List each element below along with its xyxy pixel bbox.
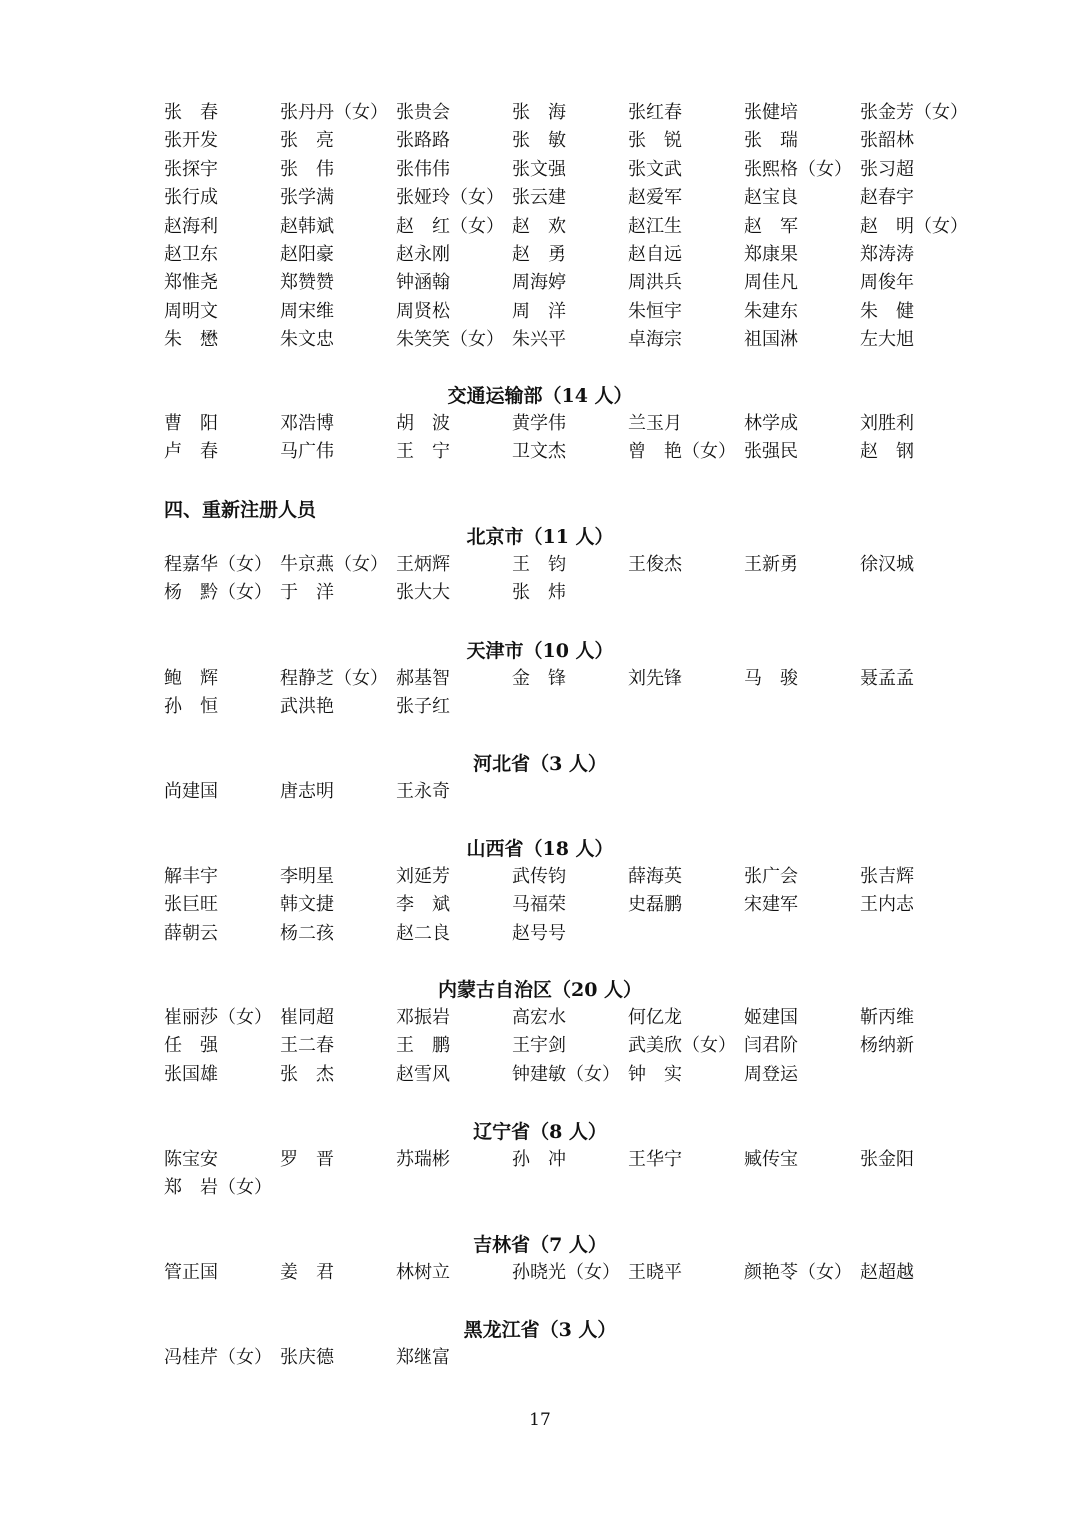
person-name: 赵爱军 (628, 187, 682, 209)
person-name: 兰玉月 (628, 413, 682, 434)
person-name: 赵阳豪 (280, 244, 334, 265)
person-name: 张 春 (164, 102, 218, 123)
person-name: 王晓平 (628, 1262, 682, 1283)
person-name: 周 洋 (512, 300, 566, 322)
person-name: 赵韩斌 (280, 215, 334, 237)
person-name: 周宋维 (280, 300, 334, 322)
person-name: 周明文 (164, 300, 218, 322)
person-name: 唐志明 (280, 781, 334, 802)
person-name: 周海婷 (512, 272, 566, 294)
person-name: 冯桂芹（女） (164, 1347, 272, 1368)
person-name: 朱 懋 (164, 329, 218, 351)
person-name: 宋建军 (744, 894, 798, 916)
person-name: 张强民 (744, 441, 798, 463)
person-name: 杨二孩 (280, 922, 334, 944)
person-name: 王 宁 (396, 441, 450, 463)
name-row (164, 579, 984, 607)
person-name: 张行成 (164, 187, 218, 209)
person-name: 聂孟孟 (860, 668, 914, 689)
person-name: 牛京燕（女） (280, 554, 388, 575)
person-name: 李明星 (280, 866, 334, 887)
person-name: 张金阳 (860, 1149, 914, 1170)
person-name: 程静芝（女） (280, 668, 388, 689)
person-name: 赵永刚 (396, 244, 450, 265)
name-row (164, 551, 984, 579)
person-name: 赵 欢 (512, 215, 566, 237)
person-name: 任 强 (164, 1035, 218, 1057)
group-heading: 山西省（18 人） (466, 838, 614, 860)
person-name: 郑 岩（女） (164, 1177, 272, 1199)
section-title: 四、重新注册人员 (164, 499, 317, 521)
person-name: 张 杰 (280, 1063, 334, 1085)
group-heading: 天津市（10 人） (466, 640, 614, 662)
person-name: 张韶林 (860, 130, 914, 152)
person-name: 王内志 (860, 894, 914, 916)
person-name: 钟涵翰 (396, 272, 450, 294)
person-name: 崔丽莎（女） (164, 1007, 272, 1028)
person-name: 姬建国 (744, 1007, 798, 1028)
person-name: 张丹丹（女） (280, 102, 388, 123)
person-name: 赵海利 (164, 215, 218, 237)
group-heading: 黑龙江省（3 人） (463, 1319, 617, 1341)
person-name: 史磊鹏 (628, 894, 682, 916)
person-name: 郑赞赞 (280, 272, 334, 294)
person-name: 赵 勇 (512, 244, 566, 265)
person-name: 曹 阳 (164, 413, 218, 434)
name-row (164, 184, 984, 212)
person-name: 张国雄 (164, 1063, 218, 1085)
person-name: 孙晓光（女） (512, 1262, 620, 1283)
person-name: 陈宝安 (164, 1149, 218, 1170)
person-name: 张云建 (512, 187, 566, 209)
person-name: 张娅玲（女） (396, 187, 504, 209)
name-row (164, 1061, 984, 1089)
person-name: 高宏水 (512, 1007, 566, 1028)
person-name: 张 伟 (280, 158, 334, 180)
person-name: 周登运 (744, 1063, 798, 1085)
person-name: 张贵会 (396, 102, 450, 123)
person-name: 靳丙维 (860, 1007, 914, 1028)
person-name: 崔同超 (280, 1007, 334, 1028)
person-name: 周洪兵 (628, 272, 682, 294)
person-name: 黄学伟 (512, 413, 566, 434)
name-row (164, 269, 984, 297)
person-name: 张金芳（女） (860, 102, 968, 123)
person-name: 王宇剑 (512, 1035, 566, 1057)
person-name: 王永奇 (396, 781, 450, 802)
person-name: 韩文捷 (280, 894, 334, 916)
person-name: 张健培 (744, 102, 798, 123)
person-name: 张子红 (396, 696, 450, 718)
person-name: 张 瑞 (744, 130, 798, 152)
person-name: 张大大 (396, 582, 450, 604)
person-name: 张 亮 (280, 130, 334, 152)
person-name: 张 敏 (512, 130, 566, 152)
person-name: 王 钧 (512, 554, 566, 575)
person-name: 鲍 辉 (164, 668, 218, 689)
person-name: 孙 冲 (512, 1149, 566, 1170)
person-name: 曾 艳（女） (628, 441, 736, 463)
person-name: 张 炜 (512, 582, 566, 604)
person-name: 周贤松 (396, 300, 450, 322)
group-heading: 内蒙古自治区（20 人） (437, 979, 643, 1001)
person-name: 姜 君 (280, 1262, 334, 1283)
group-heading: 辽宁省（8 人） (473, 1121, 607, 1143)
page-number: 17 (529, 1410, 551, 1430)
name-row (164, 241, 984, 269)
person-name: 金 锋 (512, 668, 566, 689)
person-name: 马广伟 (280, 441, 334, 463)
name-row (164, 920, 984, 948)
person-name: 苏瑞彬 (396, 1149, 450, 1170)
name-row (164, 1146, 984, 1174)
person-name: 张庆德 (280, 1347, 334, 1368)
name-row (164, 665, 984, 693)
person-name: 赵 军 (744, 215, 798, 237)
name-row (164, 213, 984, 241)
person-name: 周俊年 (860, 272, 914, 294)
person-name: 张伟伟 (396, 158, 450, 180)
person-name: 张开发 (164, 130, 218, 152)
person-name: 张巨旺 (164, 894, 218, 916)
person-name: 赵春宇 (860, 187, 914, 209)
person-name: 张广会 (744, 866, 798, 887)
person-name: 徐汉城 (860, 554, 914, 575)
person-name: 祖国淋 (744, 329, 798, 351)
person-name: 张 海 (512, 102, 566, 123)
person-name: 卫文杰 (512, 441, 566, 463)
person-name: 张学满 (280, 187, 334, 209)
name-row (164, 1174, 984, 1202)
person-name: 张熙格（女） (744, 158, 852, 180)
person-name: 朱文忠 (280, 329, 334, 351)
person-name: 颜艳苓（女） (744, 1262, 852, 1283)
person-name: 程嘉华（女） (164, 554, 272, 575)
person-name: 赵号号 (512, 922, 566, 944)
person-name: 朱建东 (744, 300, 798, 322)
person-name: 杨 黔（女） (164, 582, 272, 604)
person-name: 赵 红（女） (396, 215, 504, 237)
person-name: 郝基智 (396, 668, 450, 689)
name-row (164, 326, 984, 354)
person-name: 武美欣（女） (628, 1035, 736, 1057)
person-name: 张路路 (396, 130, 450, 152)
person-name: 赵超越 (860, 1262, 914, 1283)
person-name: 薛海英 (628, 866, 682, 887)
person-name: 王二春 (280, 1035, 334, 1057)
person-name: 何亿龙 (628, 1007, 682, 1028)
name-row (164, 1032, 984, 1060)
name-row (164, 693, 984, 721)
name-row (164, 863, 984, 891)
person-name: 王 鹏 (396, 1035, 450, 1057)
person-name: 刘先锋 (628, 668, 682, 689)
person-name: 卓海宗 (628, 329, 682, 351)
person-name: 朱恒宇 (628, 300, 682, 322)
person-name: 赵 明（女） (860, 215, 968, 237)
name-row (164, 778, 984, 806)
person-name: 刘胜利 (860, 413, 914, 434)
group-heading: 北京市（11 人） (466, 526, 614, 548)
person-name: 马 骏 (744, 668, 798, 689)
name-row (164, 410, 984, 438)
person-name: 赵 钢 (860, 441, 914, 463)
person-name: 左大旭 (860, 329, 914, 351)
name-row (164, 438, 984, 466)
person-name: 朱笑笑（女） (396, 329, 504, 351)
person-name: 薛朝云 (164, 922, 218, 944)
person-name: 钟 实 (628, 1063, 682, 1085)
person-name: 王华宁 (628, 1149, 682, 1170)
person-name: 郑康果 (744, 244, 798, 265)
name-row (164, 156, 984, 184)
person-name: 武传钧 (512, 866, 566, 887)
person-name: 张 锐 (628, 130, 682, 152)
person-name: 王新勇 (744, 554, 798, 575)
person-name: 周佳凡 (744, 272, 798, 294)
person-name: 郑惟尧 (164, 272, 218, 294)
person-name: 解丰宇 (164, 866, 218, 887)
person-name: 赵雪风 (396, 1063, 450, 1085)
person-name: 张习超 (860, 158, 914, 180)
person-name: 赵宝良 (744, 187, 798, 209)
person-name: 王俊杰 (628, 554, 682, 575)
person-name: 马福荣 (512, 894, 566, 916)
person-name: 赵二良 (396, 922, 450, 944)
person-name: 杨纳新 (860, 1035, 914, 1057)
name-row (164, 891, 984, 919)
name-row (164, 1259, 984, 1287)
person-name: 李 斌 (396, 894, 450, 916)
person-name: 张吉辉 (860, 866, 914, 887)
name-row (164, 1004, 984, 1032)
person-name: 林学成 (744, 413, 798, 434)
group-heading: 吉林省（7 人） (473, 1234, 607, 1256)
person-name: 张探宇 (164, 158, 218, 180)
person-name: 孙 恒 (164, 696, 218, 718)
person-name: 朱兴平 (512, 329, 566, 351)
person-name: 邓振岩 (396, 1007, 450, 1028)
person-name: 于 洋 (280, 582, 334, 604)
person-name: 张红春 (628, 102, 682, 123)
person-name: 臧传宝 (744, 1149, 798, 1170)
person-name: 赵自远 (628, 244, 682, 265)
person-name: 胡 波 (396, 413, 450, 434)
name-row (164, 298, 984, 326)
person-name: 卢 春 (164, 441, 218, 463)
name-row (164, 127, 984, 155)
person-name: 闫君阶 (744, 1035, 798, 1057)
person-name: 郑涛涛 (860, 244, 914, 265)
person-name: 张文强 (512, 158, 566, 180)
name-row (164, 99, 984, 127)
group-heading-transport: 交通运输部（14 人） (447, 385, 633, 407)
person-name: 刘延芳 (396, 866, 450, 887)
person-name: 王炳辉 (396, 554, 450, 575)
person-name: 张文武 (628, 158, 682, 180)
person-name: 邓浩博 (280, 413, 334, 434)
name-row (164, 1344, 984, 1372)
person-name: 钟建敏（女） (512, 1063, 620, 1085)
group-heading: 河北省（3 人） (473, 753, 607, 775)
person-name: 罗 晋 (280, 1149, 334, 1170)
person-name: 赵卫东 (164, 244, 218, 265)
person-name: 尚建国 (164, 781, 218, 802)
person-name: 朱 健 (860, 300, 914, 322)
person-name: 管正国 (164, 1262, 218, 1283)
person-name: 郑继富 (396, 1347, 450, 1368)
person-name: 林树立 (396, 1262, 450, 1283)
person-name: 武洪艳 (280, 696, 334, 718)
person-name: 赵江生 (628, 215, 682, 237)
